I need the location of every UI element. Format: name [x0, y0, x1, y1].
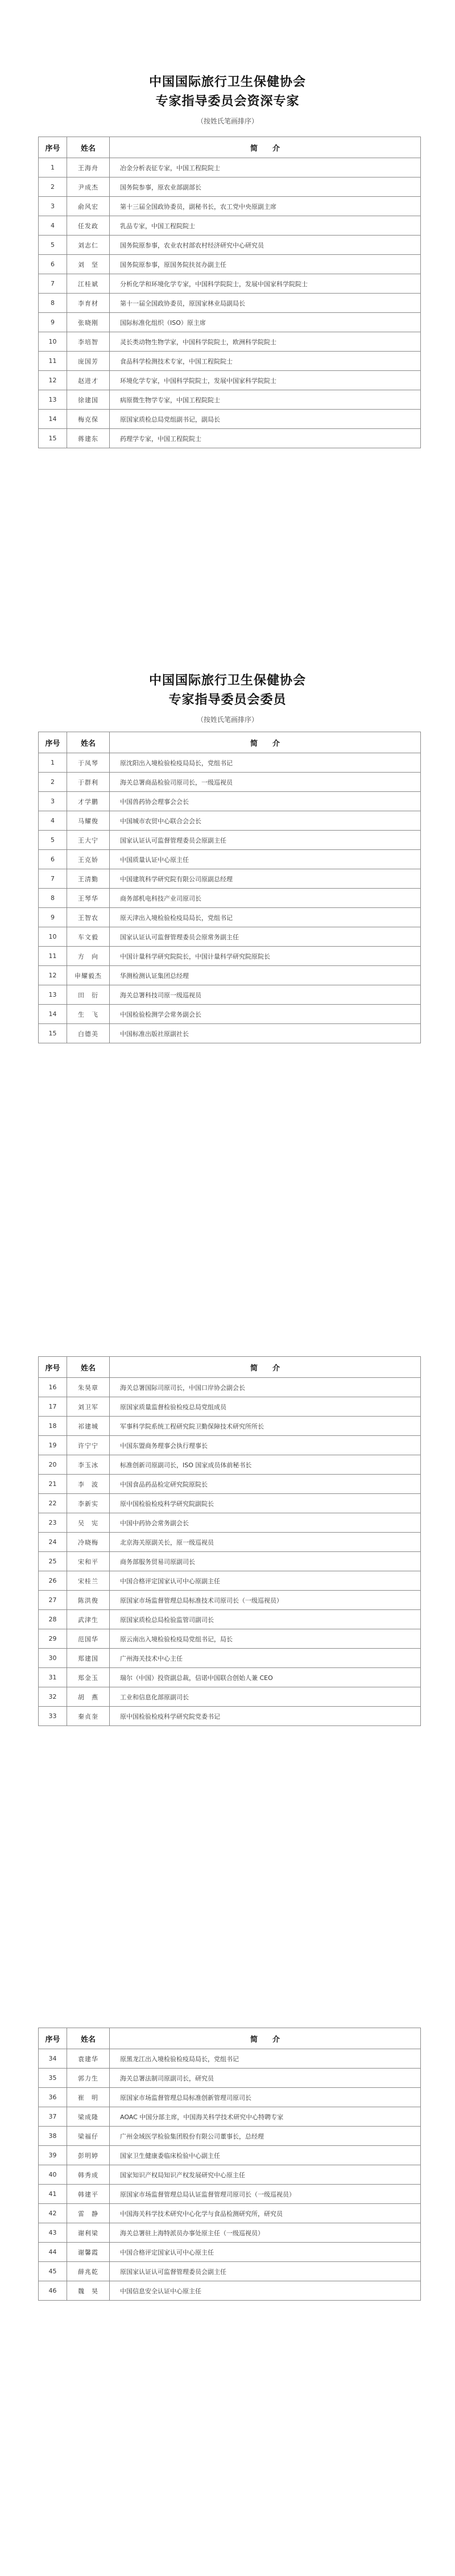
row-number: 12 — [39, 966, 67, 985]
row-number: 15 — [39, 1024, 67, 1043]
row-intro: 北京海关原副关长，原一级巡视员 — [110, 1533, 421, 1552]
row-name: 陈洪俊 — [67, 1591, 110, 1610]
row-number: 7 — [39, 274, 67, 294]
row-name: 蒋建东 — [67, 429, 110, 448]
row-name: 韩秀成 — [67, 2165, 110, 2185]
table-row — [39, 1552, 421, 1571]
row-name: 申耀毅杰 — [67, 966, 110, 985]
table-row — [39, 2223, 421, 2243]
row-name: 庞国芳 — [67, 352, 110, 371]
row-number: 1 — [39, 753, 67, 773]
row-intro: 海关总署驻上海特派员办事处原主任（一级巡视员） — [110, 2223, 421, 2243]
row-intro: 军事科学院系统工程研究院卫勤保障技术研究所所长 — [110, 1417, 421, 1436]
row-intro: 工业和信息化部原副司长 — [110, 1687, 421, 1707]
table-row — [39, 2185, 421, 2204]
row-name: 王海舟 — [67, 158, 110, 177]
row-intro: 乳品专家，中国工程院院士 — [110, 216, 421, 236]
row-intro: 中国合格评定国家认可中心原副主任 — [110, 1571, 421, 1591]
table-row — [39, 1378, 421, 1397]
table-row — [39, 773, 421, 792]
row-name: 朱昊章 — [67, 1378, 110, 1397]
row-name: 尹成杰 — [67, 177, 110, 197]
senior-experts-sort-note: （按姓氏笔画排序） — [196, 117, 258, 125]
row-intro: 灵长类动物生物学家，中国科学院院士，欧洲科学院院士 — [110, 332, 421, 352]
row-number: 37 — [39, 2107, 67, 2127]
row-number: 6 — [39, 850, 67, 869]
row-number: 16 — [39, 1378, 67, 1397]
row-intro: 中国质量认证中心原主任 — [110, 850, 421, 869]
row-name: 才学鹏 — [67, 792, 110, 811]
table-row — [39, 753, 421, 773]
row-number: 44 — [39, 2243, 67, 2262]
senior-experts-title-line2: 专家指导委员会资深专家 — [155, 94, 300, 109]
row-intro: 原国家认证认可监督管理委员会副主任 — [110, 2262, 421, 2281]
row-number: 2 — [39, 773, 67, 792]
row-number: 39 — [39, 2146, 67, 2165]
row-intro: 原中国检验检疫科学研究院副院长 — [110, 1494, 421, 1513]
table-row — [39, 2049, 421, 2069]
row-number: 21 — [39, 1475, 67, 1494]
row-name: 谢馨霞 — [67, 2243, 110, 2262]
row-name: 刘 坚 — [67, 255, 110, 274]
table-row — [39, 1436, 421, 1455]
row-name: 梁福仔 — [67, 2127, 110, 2146]
table-row — [39, 274, 421, 294]
row-name: 秦贞奎 — [67, 1707, 110, 1726]
row-number: 31 — [39, 1668, 67, 1687]
row-name: 李育材 — [67, 294, 110, 313]
row-intro: 中国城市农贸中心联合会会长 — [110, 811, 421, 831]
table-row — [39, 1005, 421, 1024]
row-number: 12 — [39, 371, 67, 390]
row-number: 3 — [39, 197, 67, 216]
table-row — [39, 294, 421, 313]
row-intro: 中国中药协会常务副会长 — [110, 1513, 421, 1533]
committee-members-table-2 — [38, 1356, 421, 1726]
table-row — [39, 2088, 421, 2107]
row-name: 宋和平 — [67, 1552, 110, 1571]
row-name: 江桂斌 — [67, 274, 110, 294]
row-number: 14 — [39, 1005, 67, 1024]
header-name: 姓名 — [67, 2028, 110, 2049]
table-row — [39, 1610, 421, 1629]
row-number: 26 — [39, 1571, 67, 1591]
row-number: 30 — [39, 1649, 67, 1668]
table-row — [39, 889, 421, 908]
row-name: 雷 静 — [67, 2204, 110, 2223]
table-row — [39, 1571, 421, 1591]
row-intro: 国家认证认可监督管理委员会原常务副主任 — [110, 927, 421, 947]
table-row — [39, 158, 421, 177]
row-name: 生 飞 — [67, 1005, 110, 1024]
row-name: 李新实 — [67, 1494, 110, 1513]
row-number: 23 — [39, 1513, 67, 1533]
row-number: 18 — [39, 1417, 67, 1436]
row-name: 赵进才 — [67, 371, 110, 390]
row-intro: 药理学专家，中国工程院院士 — [110, 429, 421, 448]
row-name: 俞风宏 — [67, 197, 110, 216]
table-row — [39, 831, 421, 850]
row-name: 胡 燕 — [67, 1687, 110, 1707]
row-number: 11 — [39, 352, 67, 371]
table-row — [39, 966, 421, 985]
row-name: 魏 昊 — [67, 2281, 110, 2301]
committee-members-title-line2: 专家指导委员会委员 — [168, 693, 287, 707]
table-header-row — [39, 732, 421, 753]
committee-members-title-line1: 中国国际旅行卫生保健协会 — [148, 674, 306, 688]
table-row — [39, 2165, 421, 2185]
table-row — [39, 1649, 421, 1668]
table-row — [39, 1494, 421, 1513]
row-number: 24 — [39, 1533, 67, 1552]
committee-members-table-1 — [38, 732, 421, 1043]
row-name: 郑金玉 — [67, 1668, 110, 1687]
table-row — [39, 1533, 421, 1552]
row-intro: 中国标准出版社原副社长 — [110, 1024, 421, 1043]
table-row — [39, 1668, 421, 1687]
row-name: 冷晓梅 — [67, 1533, 110, 1552]
row-name: 袁建华 — [67, 2049, 110, 2069]
row-number: 38 — [39, 2127, 67, 2146]
row-number: 29 — [39, 1629, 67, 1649]
row-name: 车文毅 — [67, 927, 110, 947]
table-row — [39, 2262, 421, 2281]
row-number: 28 — [39, 1610, 67, 1629]
row-intro: 中国兽药协会理事会会长 — [110, 792, 421, 811]
row-name: 薛兆乾 — [67, 2262, 110, 2281]
header-number: 序号 — [39, 732, 67, 753]
row-name: 马耀俊 — [67, 811, 110, 831]
row-intro: 原国家市场监督管理总局标准创新管理司原司长 — [110, 2088, 421, 2107]
row-intro: 原天津出入境检验检疫局局长，党组书记 — [110, 908, 421, 927]
row-intro: 国家认证认可监督管理委员会原副主任 — [110, 831, 421, 850]
table-row — [39, 1475, 421, 1494]
row-name: 王克娇 — [67, 850, 110, 869]
row-name: 李玉冰 — [67, 1455, 110, 1475]
header-intro: 简 介 — [110, 732, 421, 753]
row-number: 35 — [39, 2069, 67, 2088]
row-number: 14 — [39, 410, 67, 429]
table-row — [39, 1591, 421, 1610]
table-row — [39, 255, 421, 274]
row-number: 8 — [39, 294, 67, 313]
row-number: 3 — [39, 792, 67, 811]
row-intro: 国家知识产权局知识产权发展研究中心原主任 — [110, 2165, 421, 2185]
row-name: 王清勤 — [67, 869, 110, 889]
row-name: 于凤琴 — [67, 753, 110, 773]
row-name: 田 衍 — [67, 985, 110, 1005]
table-row — [39, 2204, 421, 2223]
table-row — [39, 177, 421, 197]
table-row — [39, 1687, 421, 1707]
senior-experts-title-line1: 中国国际旅行卫生保健协会 — [148, 75, 306, 89]
committee-members-table-3 — [38, 2028, 421, 2301]
row-number: 13 — [39, 985, 67, 1005]
row-number: 27 — [39, 1591, 67, 1610]
table-row — [39, 2281, 421, 2301]
row-intro: 海关总署法制司原副司长，研究员 — [110, 2069, 421, 2088]
row-number: 10 — [39, 927, 67, 947]
table-header-row — [39, 2028, 421, 2049]
row-name: 吴 宪 — [67, 1513, 110, 1533]
header-name: 姓名 — [67, 137, 110, 158]
row-number: 7 — [39, 869, 67, 889]
row-number: 19 — [39, 1436, 67, 1455]
row-name: 韩建平 — [67, 2185, 110, 2204]
row-number: 46 — [39, 2281, 67, 2301]
row-intro: 食品科学检测技术专家，中国工程院院士 — [110, 352, 421, 371]
row-intro: 第十一届全国政协委员，原国家林业局副局长 — [110, 294, 421, 313]
row-number: 43 — [39, 2223, 67, 2243]
header-intro: 简 介 — [110, 1357, 421, 1378]
row-intro: 原沈阳出入境检验检疫局局长，党组书记 — [110, 753, 421, 773]
row-intro: 广州海关技术中心主任 — [110, 1649, 421, 1668]
row-name: 刘志仁 — [67, 236, 110, 255]
table-row — [39, 811, 421, 831]
row-intro: 原国家市场监督管理总局认证监督管理司原司长（一级巡视员） — [110, 2185, 421, 2204]
row-name: 郑建国 — [67, 1649, 110, 1668]
row-intro: 原中国检验检疫科学研究院党委书记 — [110, 1707, 421, 1726]
row-name: 梅克保 — [67, 410, 110, 429]
row-name: 刘卫军 — [67, 1397, 110, 1417]
row-number: 11 — [39, 947, 67, 966]
table-row — [39, 908, 421, 927]
row-intro: 广州金域医学检验集团股份有限公司董事长，总经理 — [110, 2127, 421, 2146]
table-row — [39, 2243, 421, 2262]
header-number: 序号 — [39, 2028, 67, 2049]
senior-experts-table — [38, 137, 421, 448]
row-number: 9 — [39, 908, 67, 927]
row-name: 郭力生 — [67, 2069, 110, 2088]
table-row — [39, 2127, 421, 2146]
row-number: 32 — [39, 1687, 67, 1707]
row-intro: 分析化学和环境化学专家，中国科学院院士，发展中国家科学院院士 — [110, 274, 421, 294]
row-intro: 商务部机电科技产业司原司长 — [110, 889, 421, 908]
row-intro: 原国家质检总局党组副书记，副局长 — [110, 410, 421, 429]
row-number: 4 — [39, 811, 67, 831]
header-intro: 简 介 — [110, 137, 421, 158]
row-number: 2 — [39, 177, 67, 197]
table-row — [39, 197, 421, 216]
row-name: 梁成隆 — [67, 2107, 110, 2127]
header-number: 序号 — [39, 137, 67, 158]
table-row — [39, 985, 421, 1005]
row-number: 20 — [39, 1455, 67, 1475]
table-row — [39, 332, 421, 352]
row-intro: 海关总署科技司原一级巡视员 — [110, 985, 421, 1005]
table-row — [39, 947, 421, 966]
row-intro: 国务院参事，原农业部副部长 — [110, 177, 421, 197]
table-row — [39, 371, 421, 390]
row-number: 34 — [39, 2049, 67, 2069]
row-name: 王智农 — [67, 908, 110, 927]
row-name: 徐建国 — [67, 390, 110, 410]
row-intro: 原云南出入境检验检疫局党组书记，局长 — [110, 1629, 421, 1649]
row-intro: 国务院原参事，农业农村部农村经济研究中心研究员 — [110, 236, 421, 255]
row-number: 45 — [39, 2262, 67, 2281]
committee-members-section — [0, 671, 455, 724]
row-intro: 国家卫生健康委临床检验中心副主任 — [110, 2146, 421, 2165]
header-name: 姓名 — [67, 1357, 110, 1378]
row-number: 42 — [39, 2204, 67, 2223]
row-number: 9 — [39, 313, 67, 332]
committee-members-sort-note: （按姓氏笔画排序） — [196, 716, 258, 724]
row-name: 方 向 — [67, 947, 110, 966]
row-name: 范国华 — [67, 1629, 110, 1649]
row-intro: 环境化学专家，中国科学院院士，发展中国家科学院院士 — [110, 371, 421, 390]
row-name: 崔 明 — [67, 2088, 110, 2107]
table-row — [39, 236, 421, 255]
row-number: 13 — [39, 390, 67, 410]
table-row — [39, 352, 421, 371]
row-name: 王琴华 — [67, 889, 110, 908]
row-intro: 海关总署商品检验司原司长，一级巡视员 — [110, 773, 421, 792]
table-row — [39, 429, 421, 448]
row-name: 李培智 — [67, 332, 110, 352]
row-intro: 第十三届全国政协委员，副秘书长，农工党中央原副主席 — [110, 197, 421, 216]
row-intro: 原国家市场监督管理总局标准技术司原司长（一级巡视员） — [110, 1591, 421, 1610]
table-row — [39, 792, 421, 811]
row-number: 40 — [39, 2165, 67, 2185]
row-intro: 中国计量科学研究院院长，中国计量科学研究院原院长 — [110, 947, 421, 966]
row-intro: 原国家质检总局检验监管司副司长 — [110, 1610, 421, 1629]
header-intro: 简 介 — [110, 2028, 421, 2049]
row-intro: 标准创新司原副司长，ISO 国家成员体前秘书长 — [110, 1455, 421, 1475]
row-intro: 国务院原参事，原国务院扶贫办副主任 — [110, 255, 421, 274]
table-row — [39, 1513, 421, 1533]
row-name: 谢利梁 — [67, 2223, 110, 2243]
row-name: 许宁宁 — [67, 1436, 110, 1455]
table-row — [39, 1417, 421, 1436]
senior-experts-title-block — [0, 73, 455, 126]
header-number: 序号 — [39, 1357, 67, 1378]
row-intro: 华测检测认证集团总经理 — [110, 966, 421, 985]
row-number: 36 — [39, 2088, 67, 2107]
row-number: 5 — [39, 236, 67, 255]
table-row — [39, 2107, 421, 2127]
row-number: 17 — [39, 1397, 67, 1417]
row-number: 15 — [39, 429, 67, 448]
table-header-row — [39, 1357, 421, 1378]
table-row — [39, 1455, 421, 1475]
header-name: 姓名 — [67, 732, 110, 753]
row-number: 41 — [39, 2185, 67, 2204]
committee-members-title-block — [0, 671, 455, 724]
table-row — [39, 390, 421, 410]
table-row — [39, 2146, 421, 2165]
row-intro: 中国合格评定国家认可中心原主任 — [110, 2243, 421, 2262]
row-intro: 瑞尔（中国）投资副总裁，信诺中国联合创始人兼 CEO — [110, 1668, 421, 1687]
row-name: 张晓刚 — [67, 313, 110, 332]
row-intro: 中国东盟商务理事会执行理事长 — [110, 1436, 421, 1455]
row-intro: 原黑龙江出入境检验检疫局局长，党组书记 — [110, 2049, 421, 2069]
row-name: 任发政 — [67, 216, 110, 236]
table-row — [39, 927, 421, 947]
row-number: 1 — [39, 158, 67, 177]
table-row — [39, 216, 421, 236]
row-name: 王大宁 — [67, 831, 110, 850]
row-intro: AOAC 中国分部主席，中国海关科学技术研究中心特聘专家 — [110, 2107, 421, 2127]
table-row — [39, 2069, 421, 2088]
row-number: 4 — [39, 216, 67, 236]
table-header-row — [39, 137, 421, 158]
senior-experts-section — [0, 73, 455, 126]
row-number: 8 — [39, 889, 67, 908]
table-row — [39, 1629, 421, 1649]
table-row — [39, 1024, 421, 1043]
row-name: 于群利 — [67, 773, 110, 792]
table-row — [39, 313, 421, 332]
row-intro: 中国检验检测学会常务副会长 — [110, 1005, 421, 1024]
row-intro: 中国建筑科学研究院有限公司原副总经理 — [110, 869, 421, 889]
row-intro: 病原微生物学专家，中国工程院院士 — [110, 390, 421, 410]
row-number: 10 — [39, 332, 67, 352]
row-number: 5 — [39, 831, 67, 850]
row-name: 武津生 — [67, 1610, 110, 1629]
table-row — [39, 410, 421, 429]
table-row — [39, 869, 421, 889]
row-number: 33 — [39, 1707, 67, 1726]
row-name: 彭明婷 — [67, 2146, 110, 2165]
row-name: 祁建城 — [67, 1417, 110, 1436]
row-intro: 中国信息安全认证中心原主任 — [110, 2281, 421, 2301]
table-row — [39, 850, 421, 869]
row-number: 25 — [39, 1552, 67, 1571]
table-row — [39, 1397, 421, 1417]
row-intro: 中国食品药品检定研究院原院长 — [110, 1475, 421, 1494]
row-intro: 原国家质量监督检验检疫总局党组成员 — [110, 1397, 421, 1417]
table-row — [39, 1707, 421, 1726]
row-number: 22 — [39, 1494, 67, 1513]
row-intro: 商务部服务贸易司原副司长 — [110, 1552, 421, 1571]
row-name: 白德美 — [67, 1024, 110, 1043]
row-intro: 海关总署国际司原司长，中国口岸协会副会长 — [110, 1378, 421, 1397]
row-intro: 冶金分析表征专家，中国工程院院士 — [110, 158, 421, 177]
row-intro: 国际标准化组织（ISO）原主席 — [110, 313, 421, 332]
row-name: 李 波 — [67, 1475, 110, 1494]
row-intro: 中国海关科学技术研究中心化学与食品检测研究所，研究员 — [110, 2204, 421, 2223]
row-number: 6 — [39, 255, 67, 274]
row-name: 宋桂兰 — [67, 1571, 110, 1591]
